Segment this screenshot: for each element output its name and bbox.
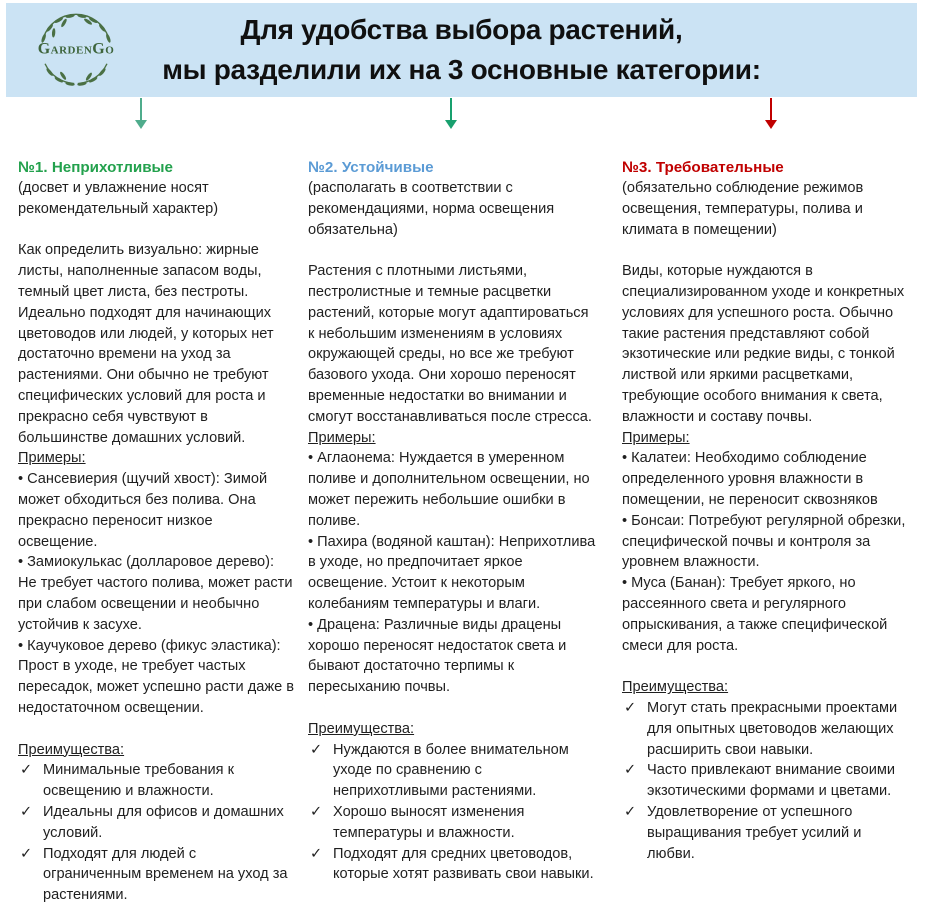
- benefit-text: Идеальны для офисов и домашних условий.: [43, 803, 284, 841]
- benefit-text: Могут стать прекрасными проектами для опытных цветоводов желающих расширить свои навыки.: [647, 699, 898, 758]
- example-item: [622, 511, 912, 573]
- example-text: Замиокулькас (долларовое дерево): Не требует частого полива, может расти при слабом освещении и необычно устойчив к засухе.: [18, 554, 293, 633]
- benefit-text: Подходят для людей с ограниченным временем на уход за растениями.: [43, 845, 288, 904]
- example-text: Бонсаи: Потребуют регулярной обрезки, специфической почвы и контроля за уровнем влажности.: [622, 512, 906, 571]
- gardengo-logo: [20, 7, 132, 93]
- example-item: [308, 448, 596, 531]
- page-title: [162, 10, 760, 90]
- logo-text: GardenGo: [37, 40, 115, 58]
- category-3-description: Виды, которые нуждаются в специализированном уходе и конкретных условиях для успешного роста. Обычно такие растения представляют собой экзотические или редкие виды, с тонкой листвой или яркими расцветками, требующие особого внимания к света, влажности и составу почвы.: [622, 263, 905, 425]
- header-banner: [6, 3, 917, 97]
- benefit-text: Удовлетворение от успешного выращивания требует усилий и любви.: [647, 803, 862, 862]
- benefit-item: [308, 802, 596, 844]
- example-text: Каучуковое дерево (фикус эластика): Прост в уходе, не требует частых пересадок, может успешно расти даже в недостаточном освещении.: [18, 637, 295, 716]
- category-3-column: [622, 157, 912, 864]
- example-text: Муса (Банан): Требует яркого, но рассеянного света и регулярного опрыскивания, а также специфической смеси для роста.: [622, 575, 888, 654]
- check-icon: ✓: [310, 741, 323, 758]
- check-icon: ✓: [624, 803, 637, 820]
- check-icon: ✓: [624, 699, 637, 716]
- title-line-2: мы разделили их на 3 основные категории:: [162, 54, 761, 85]
- benefit-item: [18, 844, 296, 906]
- benefit-text: Часто привлекают внимание своими экзотическими формами и цветами.: [647, 762, 896, 800]
- example-item: [308, 532, 596, 615]
- category-1-arrow-down-icon: [135, 98, 147, 129]
- category-2-examples-label: Примеры:: [308, 429, 376, 446]
- category-3-benefits-label: Преимущества:: [622, 679, 729, 696]
- category-3-subtitle: (обязательно соблюдение режимов освещения, температуры, полива и климата в помещении): [622, 180, 864, 238]
- category-2-benefits-label: Преимущества:: [308, 720, 415, 737]
- benefit-text: Хорошо выносят изменения температуры и влажности.: [333, 803, 525, 841]
- check-icon: ✓: [20, 845, 33, 862]
- benefit-text: Нуждаются в более внимательном уходе по сравнению с неприхотливыми растениями.: [333, 741, 569, 800]
- title-line-1: Для удобства выбора растений,: [240, 14, 683, 45]
- category-1-examples-label: Примеры:: [18, 450, 86, 467]
- benefit-item: [622, 760, 912, 802]
- category-1-heading: №1. Неприхотливые: [18, 159, 173, 176]
- category-2-description: Растения с плотными листьями, пестролистные и темные расцветки растений, которые могут адаптироваться к небольшим изменениям в условиях окружающей среды, но все же требуют базового ухода. Они хорошо переносят временные недостатки во внимании и смогут восстанавливаться после стресса.: [308, 263, 592, 425]
- example-item: [622, 573, 912, 656]
- category-3-examples-label: Примеры:: [622, 429, 690, 446]
- bullet-icon: •: [308, 616, 314, 633]
- bullet-icon: •: [622, 512, 628, 529]
- example-text: Сансевиерия (щучий хвост): Зимой может обходиться без полива. Она прекрасно переносит низкое освещение.: [18, 471, 268, 550]
- example-text: Аглаонема: Нуждается в умеренном поливе и дополнительном освещении, но может пережить небольшие ошибки в поливе.: [308, 450, 590, 529]
- example-item: [308, 615, 596, 698]
- category-3-arrow-down-icon: [765, 98, 777, 129]
- example-item: [18, 469, 296, 552]
- benefit-item: [308, 740, 596, 802]
- example-item: [18, 636, 296, 719]
- bullet-icon: •: [18, 637, 24, 654]
- category-3-heading: №3. Требовательные: [622, 159, 784, 176]
- bullet-icon: •: [308, 450, 314, 467]
- benefit-item: [18, 802, 296, 844]
- check-icon: ✓: [310, 845, 323, 862]
- category-1-description: Как определить визуально: жирные листы, наполненные запасом воды, темный цвет листа, без пестроты. Идеально подходят для начинающих цветоводов или людей, у которых нет достаточно времени на уход за растениями. Они обычно не требуют специфических условий для роста и прекрасно себя чувствуют в большинстве домашних условий.: [18, 242, 274, 446]
- bullet-icon: •: [622, 450, 628, 467]
- example-item: [622, 448, 912, 510]
- benefit-text: Подходят для средних цветоводов, которые хотят развивать свои навыки.: [333, 845, 594, 883]
- category-2-subtitle: (располагать в соответствии с рекомендациями, норма освещения обязательна): [308, 180, 555, 238]
- benefit-item: [622, 802, 912, 864]
- check-icon: ✓: [20, 803, 33, 820]
- category-2-column: [308, 157, 596, 885]
- check-icon: ✓: [20, 762, 33, 779]
- bullet-icon: •: [622, 575, 628, 592]
- category-2-arrow-down-icon: [445, 98, 457, 129]
- example-text: Калатеи: Необходимо соблюдение определенного уровня влажности в помещении, не переносит сквозняков: [622, 450, 878, 508]
- benefit-item: [308, 844, 596, 886]
- bullet-icon: •: [18, 471, 24, 488]
- bullet-icon: •: [18, 554, 24, 571]
- check-icon: ✓: [310, 803, 323, 820]
- check-icon: ✓: [624, 762, 637, 779]
- category-2-heading: №2. Устойчивые: [308, 159, 434, 176]
- category-1-benefits-label: Преимущества:: [18, 741, 125, 758]
- category-1-subtitle: (досвет и увлажнение носят рекомендательный характер): [18, 180, 219, 217]
- example-item: [18, 552, 296, 635]
- benefit-item: [622, 698, 912, 760]
- bullet-icon: •: [308, 533, 314, 550]
- benefit-text: Минимальные требования к освещению и влажности.: [43, 762, 234, 800]
- category-1-column: [18, 157, 296, 906]
- example-text: Драцена: Различные виды драцены хорошо переносят недостаток света и бывают достаточно терпимы к пересыханию почвы.: [308, 616, 567, 696]
- example-text: Пахира (водяной каштан): Неприхотлива в уходе, но предпочитает яркое освещение. Устоит к некоторым колебаниям температуры и влаги.: [308, 533, 596, 612]
- benefit-item: [18, 760, 296, 802]
